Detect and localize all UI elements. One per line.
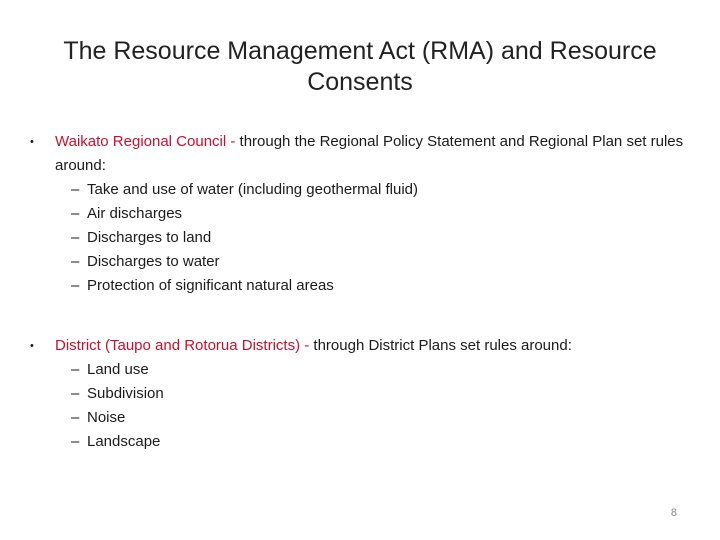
list-item	[30, 406, 690, 430]
list-item	[30, 250, 690, 274]
bullet-body: through District Plans set rules around:	[309, 337, 572, 354]
list-item-text: Protection of significant natural areas	[87, 277, 334, 294]
list-item-text: Noise	[87, 409, 126, 426]
dash-marker: –	[71, 433, 80, 450]
slide-title: The Resource Management Act (RMA) and Resource Consents	[63, 37, 657, 96]
list-item	[30, 430, 690, 454]
bullet-highlight: District (Taupo and Rotorua Districts) -	[55, 337, 310, 354]
list-item-text: Land use	[87, 361, 149, 378]
bullet-marker: •	[30, 340, 34, 352]
bullet-marker: •	[30, 136, 34, 148]
bullet-highlight: Waikato Regional Council -	[55, 133, 236, 150]
list-item	[30, 382, 690, 406]
list-item-text: Discharges to land	[87, 229, 212, 246]
dash-marker: –	[71, 361, 80, 378]
dash-marker: –	[71, 181, 80, 198]
bullet-regional-council	[30, 130, 690, 298]
list-item-text: Subdivision	[87, 385, 164, 402]
bullet-district	[30, 334, 690, 454]
bullet-text	[55, 130, 690, 178]
dash-marker: –	[71, 253, 80, 270]
dash-marker: –	[71, 229, 80, 246]
list-item	[30, 226, 690, 250]
sub-list	[30, 358, 690, 454]
bullet-body: through the Regional Policy Statement and Regional Plan set rules around:	[55, 133, 684, 174]
list-item-text: Landscape	[87, 433, 161, 450]
bullet-row	[30, 334, 690, 358]
bullet-row	[30, 130, 690, 178]
page-number: 8	[670, 507, 677, 519]
dash-marker: –	[71, 277, 80, 294]
list-item	[30, 274, 690, 298]
sub-list	[30, 178, 690, 298]
list-item	[30, 358, 690, 382]
dash-marker: –	[71, 205, 80, 222]
list-item-text: Air discharges	[87, 205, 183, 222]
bullet-text	[55, 334, 690, 358]
list-item-text: Discharges to water	[87, 253, 220, 270]
dash-marker: –	[71, 409, 80, 426]
dash-marker: –	[71, 385, 80, 402]
list-item	[30, 178, 690, 202]
list-item	[30, 202, 690, 226]
list-item-text: Take and use of water (including geothermal fluid)	[87, 181, 419, 198]
